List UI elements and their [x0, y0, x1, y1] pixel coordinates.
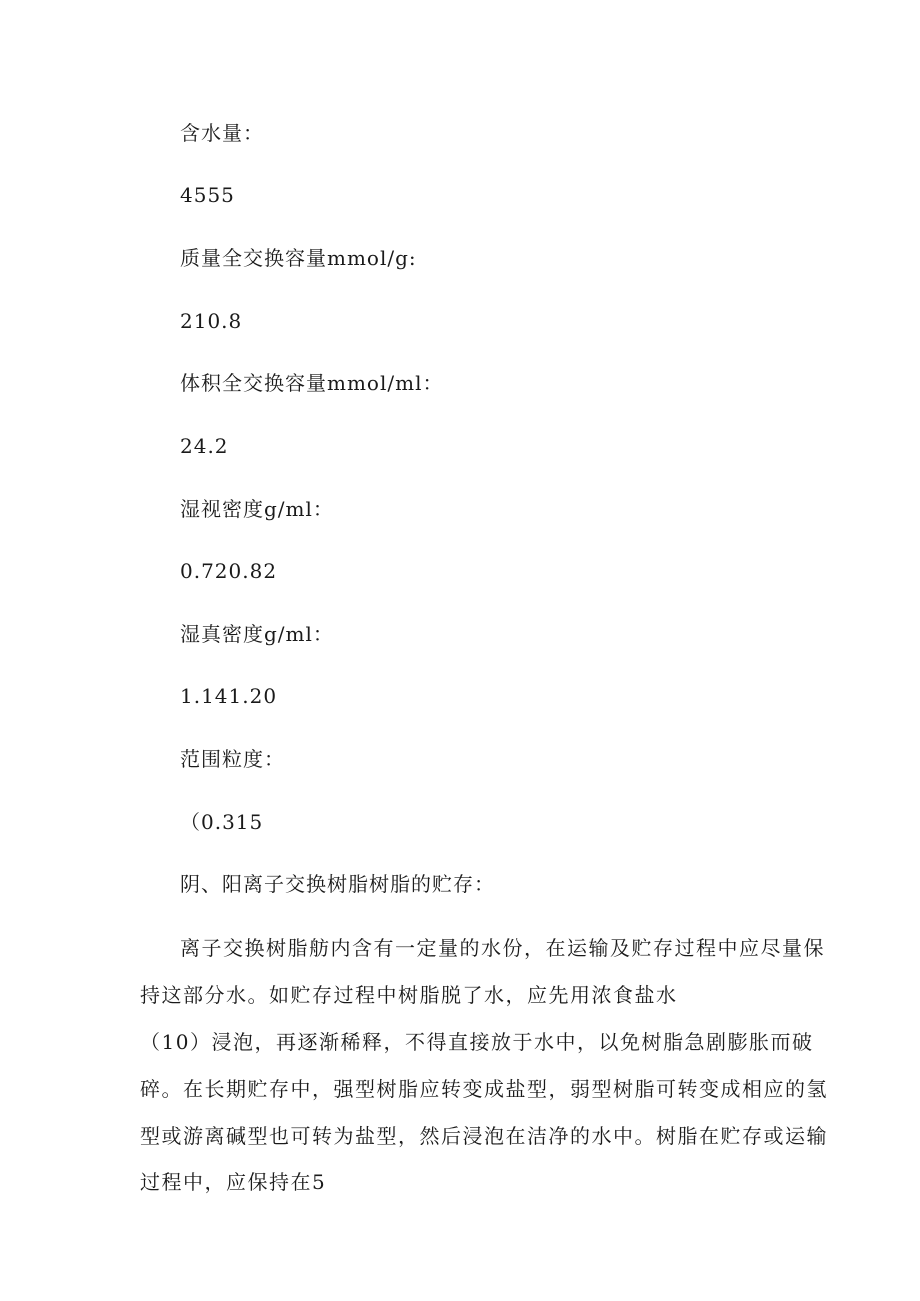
particle-size-range-label: 范围粒度： — [180, 747, 285, 771]
mass-exchange-capacity-label: 质量全交换容量mmol/g: — [180, 246, 417, 270]
storage-section-heading: 阴、阳离子交换树脂树脂的贮存： — [180, 872, 495, 896]
wet-true-density-label: 湿真密度g/ml： — [180, 622, 334, 646]
mass-exchange-capacity-value: 210.8 — [180, 309, 243, 333]
paragraph-line: （10）浸泡，再逐渐稀释，不得直接放于水中，以免树脂急剧膨胀而破 — [140, 1030, 814, 1054]
particle-size-range-value: （0.315 — [180, 810, 264, 834]
wet-true-density-value: 1.141.20 — [180, 684, 278, 708]
volume-exchange-capacity-value: 24.2 — [180, 434, 229, 458]
volume-exchange-capacity-label: 体积全交换容量mmol/ml： — [180, 371, 444, 395]
water-content-value: 4555 — [180, 183, 235, 207]
paragraph-line: 持这部分水。如贮存过程中树脂脱了水，应先用浓食盐水 — [140, 983, 678, 1007]
paragraph-line: 过程中，应保持在5 — [140, 1170, 327, 1194]
water-content-label: 含水量： — [180, 121, 264, 145]
wet-apparent-density-label: 湿视密度g/ml： — [180, 497, 334, 521]
wet-apparent-density-value: 0.720.82 — [180, 559, 278, 583]
paragraph-line: 碎。在长期贮存中，强型树脂应转变成盐型，弱型树脂可转变成相应的氢 — [140, 1077, 828, 1101]
paragraph-line: 离子交换树脂舫内含有一定量的水份，在运输及贮存过程中应尽量保 — [180, 936, 825, 960]
paragraph-line: 型或游离碱型也可转为盐型，然后浸泡在洁净的水中。树脂在贮存或运输 — [140, 1124, 828, 1148]
